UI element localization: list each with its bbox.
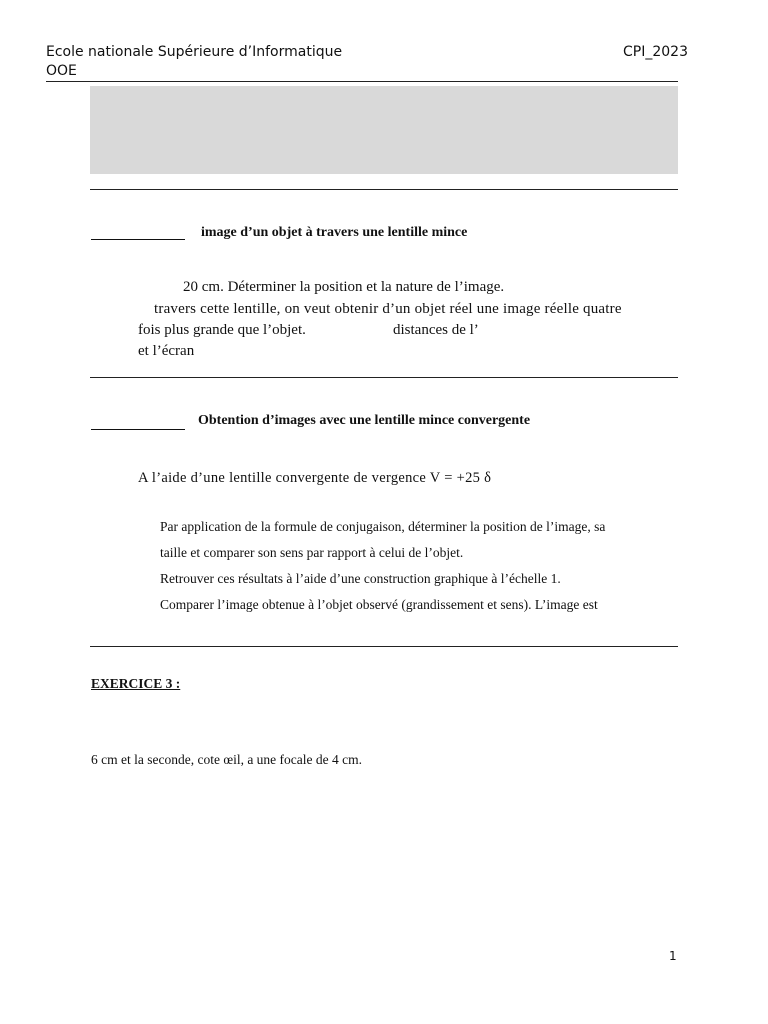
section-divider-2	[90, 377, 678, 378]
exercise3-line1: 6 cm et la seconde, cote œil, a une focale de 4 cm.	[91, 752, 363, 767]
exercise1-title: image d’un objet à travers une lentille mince	[201, 225, 468, 240]
exercise2-question1b: taille et comparer son sens par rapport à celui de l’objet.	[160, 545, 464, 560]
school-name: Ecole nationale Supérieure d’Informatique	[46, 44, 343, 60]
exercise1-line1: 20 cm. Déterminer la position et la nature de l’image.	[183, 279, 505, 295]
section-divider-3	[90, 646, 678, 647]
exercise1-line2: travers cette lentille, on veut obtenir d’un objet réel une image réelle quatre	[154, 301, 622, 317]
exercise1-line4: et l’écran	[138, 343, 195, 359]
section-divider-1	[90, 189, 678, 190]
page-number: 1	[669, 949, 677, 963]
exercise2-question3: Comparer l’image obtenue à l’objet observé (grandissement et sens). L’image est	[160, 597, 598, 612]
exercise3-title: EXERCICE 3 :	[91, 676, 181, 691]
exercise1-title-blank	[91, 239, 185, 240]
redacted-box	[90, 86, 678, 174]
exercise2-title: Obtention d’images avec une lentille mince convergente	[198, 413, 531, 428]
exercise2-intro: A l’aide d’une lentille convergente de vergence V = +25 δ	[138, 470, 492, 486]
exercise2-question2: Retrouver ces résultats à l’aide d’une construction graphique à l’échelle 1.	[160, 571, 561, 586]
exercise2-title-blank	[91, 429, 185, 430]
exercise1-line3b: distances de l’	[393, 322, 479, 338]
exercise1-line3a: fois plus grande que l’objet.	[138, 322, 306, 338]
course-code: OOE	[46, 63, 77, 79]
exercise2-question1a: Par application de la formule de conjugaison, déterminer la position de l’image, sa	[160, 519, 606, 534]
class-year: CPI_2023	[623, 44, 688, 60]
header-rule	[46, 81, 678, 82]
